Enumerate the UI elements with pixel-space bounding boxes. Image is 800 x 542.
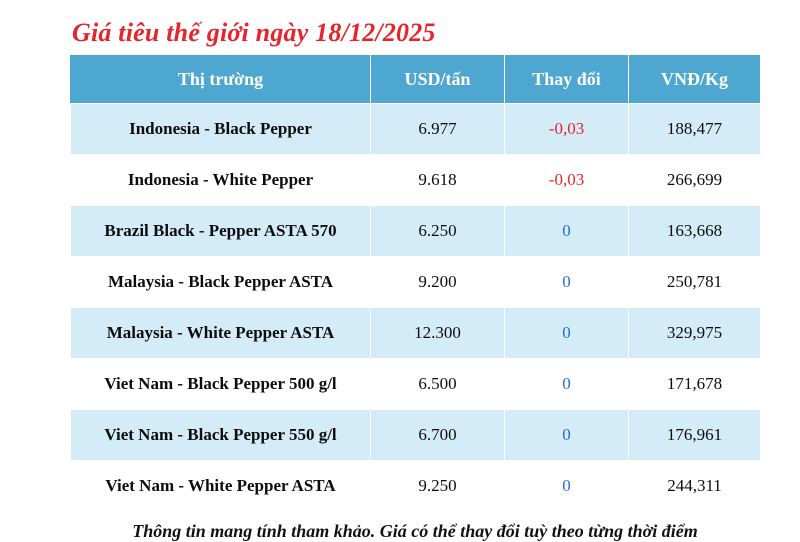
cell-usd: 6.500 [371,359,505,410]
world-pepper-price-table [70,54,761,512]
column-header-change: Thay đổi [505,55,629,104]
cell-market: Viet Nam - Black Pepper 550 g/l [71,410,371,461]
cell-change: 0 [505,461,629,512]
cell-change: 0 [505,308,629,359]
cell-change: 0 [505,206,629,257]
page-title: Giá tiêu thế giới ngày 18/12/2025 [72,18,436,47]
cell-market: Viet Nam - Black Pepper 500 g/l [71,359,371,410]
table-header [71,55,761,104]
cell-market: Indonesia - Black Pepper [71,104,371,155]
table-row [71,461,761,512]
table-row [71,410,761,461]
column-header-vnd: VNĐ/Kg [629,55,761,104]
cell-market: Malaysia - White Pepper ASTA [71,308,371,359]
cell-vnd: 244,311 [629,461,761,512]
cell-usd: 9.200 [371,257,505,308]
table-row [71,257,761,308]
column-header-market: Thị trường [71,55,371,104]
cell-vnd: 250,781 [629,257,761,308]
table-header-row [71,55,761,104]
cell-market: Viet Nam - White Pepper ASTA [71,461,371,512]
table-row [71,104,761,155]
cell-usd: 6.250 [371,206,505,257]
cell-change: -0,03 [505,104,629,155]
table-row [71,359,761,410]
table-row [71,206,761,257]
table-row [71,308,761,359]
cell-change: 0 [505,359,629,410]
cell-vnd: 266,699 [629,155,761,206]
column-header-usd: USD/tấn [371,55,505,104]
footnote: Thông tin mang tính tham khảo. Giá có thể thay đổi tuỳ theo từng thời điểm [132,521,698,541]
cell-vnd: 188,477 [629,104,761,155]
cell-change: 0 [505,410,629,461]
cell-change: -0,03 [505,155,629,206]
cell-change: 0 [505,257,629,308]
cell-vnd: 171,678 [629,359,761,410]
table-row [71,155,761,206]
table-body [71,104,761,512]
cell-vnd: 163,668 [629,206,761,257]
cell-usd: 12.300 [371,308,505,359]
cell-usd: 9.618 [371,155,505,206]
cell-market: Brazil Black - Pepper ASTA 570 [71,206,371,257]
cell-usd: 6.977 [371,104,505,155]
cell-market: Indonesia - White Pepper [71,155,371,206]
cell-usd: 6.700 [371,410,505,461]
cell-vnd: 176,961 [629,410,761,461]
cell-usd: 9.250 [371,461,505,512]
cell-vnd: 329,975 [629,308,761,359]
cell-market: Malaysia - Black Pepper ASTA [71,257,371,308]
